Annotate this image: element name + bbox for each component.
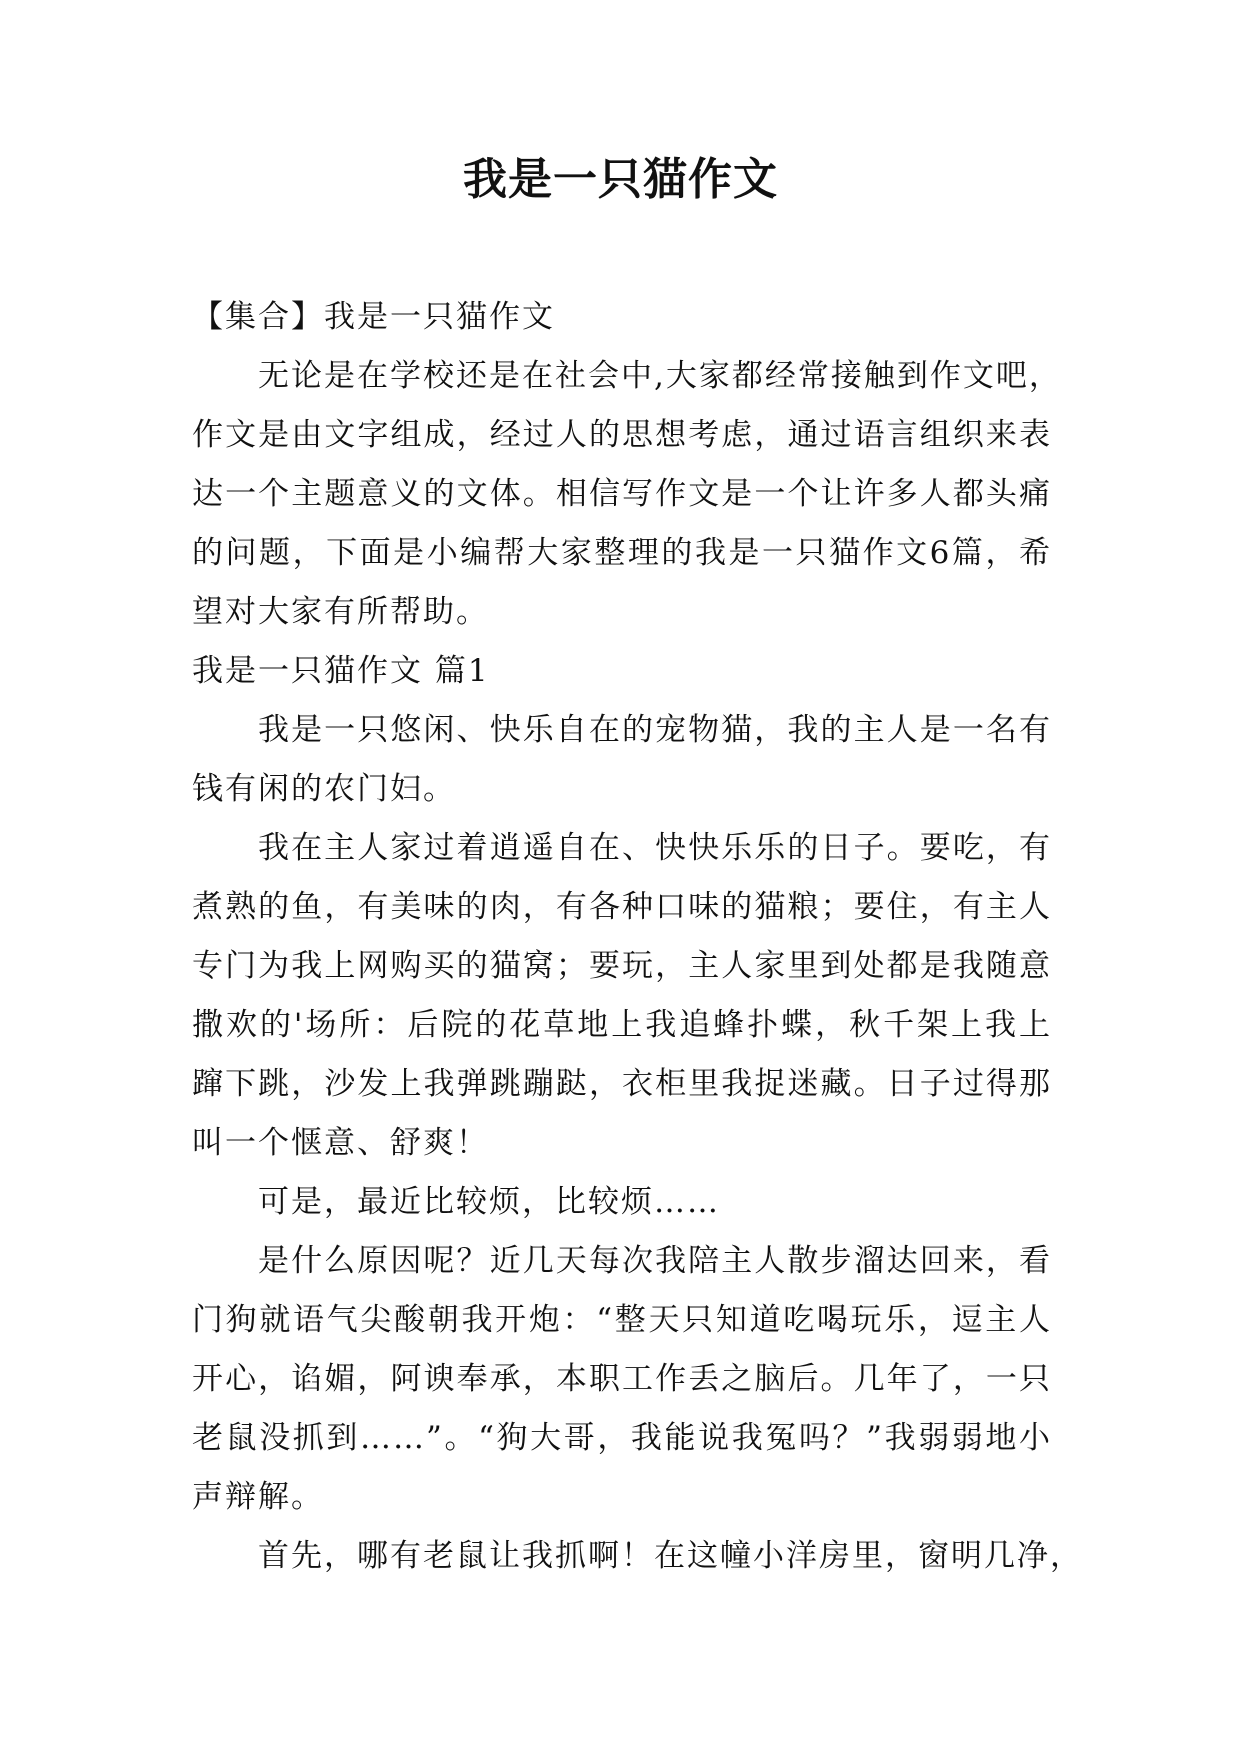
text-line: 煮熟的鱼，有美味的肉，有各种口味的猫粮；要住，有主人 [192,889,1052,925]
document-title: 我是一只猫作文 [463,154,778,205]
text-line: 叫一个惬意、舒爽！ [192,1125,489,1161]
text-line: 专门为我上网购买的猫窝；要玩，主人家里到处都是我随意 [192,948,1052,984]
text-line: 我在主人家过着逍遥自在、快快乐乐的日子。要吃，有 [258,830,1052,866]
text-line: 声辩解。 [192,1479,324,1515]
text-line: 开心，谄媚，阿谀奉承，本职工作丢之脑后。几年了，一只 [192,1361,1052,1397]
text-line: 达一个主题意义的文体。相信写作文是一个让许多人都头痛 [192,476,1052,512]
text-line: 钱有闲的农门妇。 [192,771,456,807]
text-line: 是什么原因呢？近几天每次我陪主人散步溜达回来，看 [258,1243,1052,1279]
text-line: 无论是在学校还是在社会中,大家都经常接触到作文吧， [258,358,1062,394]
document-body [192,288,1083,1586]
text-line: 的问题，下面是小编帮大家整理的我是一只猫作文6篇，希 [192,535,1052,571]
text-line: 蹿下跳，沙发上我弹跳蹦跶，衣柜里我捉迷藏。日子过得那 [192,1066,1052,1102]
text-line: 我是一只悠闲、快乐自在的宠物猫，我的主人是一名有 [258,712,1052,748]
text-line: 首先，哪有老鼠让我抓啊！在这幢小洋房里，窗明几净， [258,1538,1083,1574]
text-line: 撒欢的'场所：后院的花草地上我追蜂扑蝶，秋千架上我上 [192,1007,1052,1043]
text-line: 老鼠没抓到……”。“狗大哥，我能说我冤吗？”我弱弱地小 [192,1420,1052,1456]
text-line: 可是，最近比较烦，比较烦…… [258,1184,720,1220]
text-line: 作文是由文字组成，经过人的思想考虑，通过语言组织来表 [192,417,1052,453]
text-line: 【集合】我是一只猫作文 [192,299,555,335]
text-line: 望对大家有所帮助。 [192,594,489,630]
text-line: 我是一只猫作文 篇1 [192,653,490,689]
text-line: 门狗就语气尖酸朝我开炮：“整天只知道吃喝玩乐，逗主人 [192,1302,1052,1338]
